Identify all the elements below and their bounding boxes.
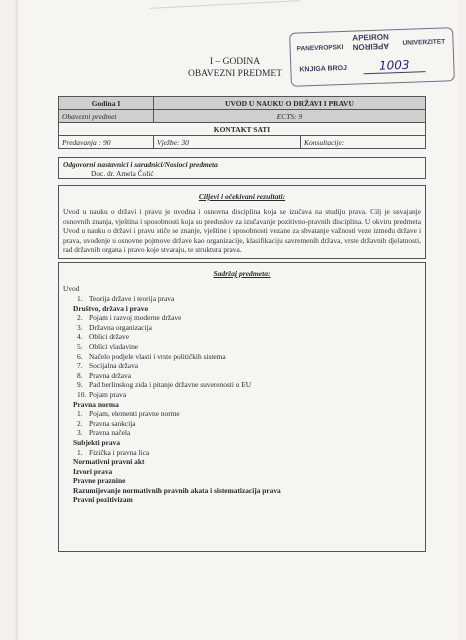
course-meta-table <box>58 96 426 149</box>
content-line <box>63 371 421 381</box>
content-line <box>63 332 421 342</box>
content-line <box>63 294 421 304</box>
content-line-text: Pojam, elementi pravne norme <box>89 409 180 419</box>
document-header <box>170 56 300 80</box>
content-line <box>63 352 421 362</box>
content-line <box>63 361 421 371</box>
ects-cell: ECTS: 9 <box>154 110 426 123</box>
content-line-text: Teorija države i teorija prava <box>89 294 175 303</box>
staff-label: Odgovorni nastavnici i saradnici/Nosioci predmeta <box>63 160 218 169</box>
stamp-library-label: KNJIGA BROJ <box>299 64 348 74</box>
content-line-text: Pravna načela <box>89 428 131 438</box>
content-line <box>63 409 421 419</box>
content-line <box>63 419 421 429</box>
stamp-right-text: UNIVERZITET <box>402 38 446 47</box>
content-line: Subjekti prava <box>73 437 121 447</box>
content-line-text: Pojam prava <box>89 389 127 399</box>
lectures-cell: Predavanja : 90 <box>59 136 154 149</box>
content-line <box>63 390 421 400</box>
content-line-number: 3. <box>77 428 83 438</box>
content-line-text: Oblici države <box>89 332 130 342</box>
content-line-number: 1. <box>77 294 83 303</box>
content-line-text: Državna organizacija <box>89 322 152 332</box>
course-type-cell: Obavezni predmet <box>59 110 154 123</box>
content-line-text: Socijalna država <box>89 361 139 371</box>
content-line <box>63 380 421 390</box>
content-list <box>63 284 421 505</box>
content-line: Društvo, država i pravo <box>73 303 149 313</box>
year-cell: Godina I <box>59 97 154 110</box>
content-line: Pravne praznine <box>73 476 126 486</box>
content-line: Normativni pravni akt <box>73 457 145 467</box>
stamp-left-text: PANEVROPSKI <box>296 43 344 53</box>
content-line-number: 6. <box>77 351 83 361</box>
content-line-text: Fizička i pravna lica <box>89 447 150 457</box>
content-line-number: 5. <box>77 341 83 351</box>
content-box <box>58 262 426 552</box>
content-line-number: 8. <box>77 370 83 380</box>
content-line: Uvod <box>63 284 80 294</box>
library-stamp <box>289 27 455 87</box>
staff-name: Doc. dr. Amela Čolić <box>91 169 154 179</box>
consultations-cell: Konsultacije: <box>301 136 426 149</box>
stamp-logo: APEIRON APEIRON <box>352 32 390 52</box>
content-line-number: 3. <box>77 322 83 332</box>
content-line <box>63 323 421 333</box>
header-type: OBAVEZNI PREDMET <box>187 69 283 79</box>
content-line-number: 7. <box>77 361 83 371</box>
content-line-text: Oblici vladavine <box>89 341 139 351</box>
content-line-number: 2. <box>77 313 83 323</box>
content-line-number: 2. <box>77 418 83 428</box>
content-line-text: Pad berlinskog zida i pitanje državne suverenosti u EU <box>89 380 252 390</box>
goals-text: Uvod u nauku o državi i pravu je uvodna i osnovna disciplina koja se izučava na studiju prava. Cilj je usvajanje osnovnih znanja, vještina i sposobnosti koja su preduslov za izučavanje pozitivno-pravnih disciplina. U okviru predmeta Uvod u nauku o državi i pravu stiče se znanje, vještine i sposobnosti vezane za shvatanje važnosti veze između države i prava, uvođenje u osnovne pojmove države kao organizacije, klasifikaciju savremenih država, vrste državnih djelatnosti, rad državnih organa i pravo koje stvaraju, te struktura prava. <box>63 207 421 255</box>
content-line <box>63 448 421 458</box>
content-line: Pravni pozitivizam <box>73 495 133 505</box>
content-line-text: Pravna sankcija <box>89 418 136 428</box>
staff-box <box>58 157 426 179</box>
contact-hours-cell: KONTAKT SATI <box>59 123 426 136</box>
content-title: Sadržaj predmeta: <box>213 269 271 278</box>
content-line <box>63 428 421 438</box>
content-line: Razumijevanje normativnih pravnih akata i sistematizacija prava <box>73 485 281 495</box>
content-line-number: 1. <box>77 447 83 457</box>
exercises-cell: Vježbe: 30 <box>154 136 301 149</box>
content-line <box>63 313 421 323</box>
content-line-text: Načelo podjele vlasti i vrste političkih sistema <box>89 351 226 361</box>
content-line-text: Pojam i razvoj moderne države <box>89 313 182 323</box>
content-line-number: 4. <box>77 332 83 342</box>
content-line <box>63 342 421 352</box>
content-line: Pravna norma <box>73 399 119 409</box>
content-line-number: 9. <box>77 380 83 390</box>
goals-title: Ciljevi i očekivani rezultati: <box>198 192 286 201</box>
course-title-cell: UVOD U NAUKU O DRŽAVI I PRAVU <box>154 97 426 110</box>
goals-box <box>58 185 426 259</box>
content-line-number: 1. <box>77 409 83 419</box>
stamp-library-number: 1003 <box>363 57 425 74</box>
header-year: I – GODINA <box>209 57 261 67</box>
content-line-text: Pravna država <box>89 370 132 380</box>
content-line-number: 10. <box>77 389 87 399</box>
content-line: Izvori prava <box>73 466 113 476</box>
